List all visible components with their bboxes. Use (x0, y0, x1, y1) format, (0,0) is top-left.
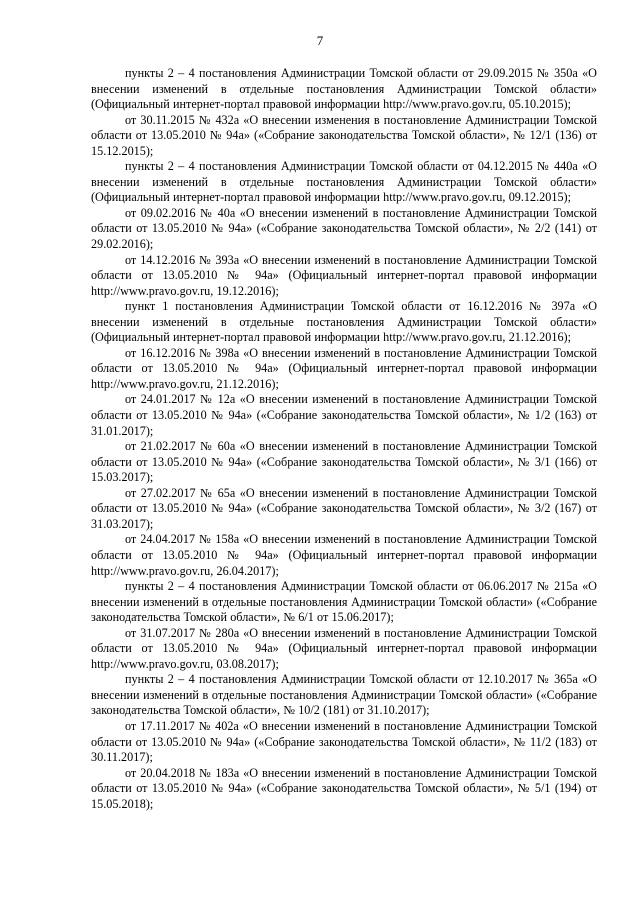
paragraph: от 21.02.2017 № 60а «О внесении изменений в постановление Администрации Томской области от 13.05.2010 № 94а» («Собрание законодательства Томской области», № 3/1 (166) от 15.03.2017); (91, 439, 597, 485)
page-number: 7 (316, 33, 324, 48)
paragraph: от 17.11.2017 № 402а «О внесении изменений в постановление Администрации Томской области от 13.05.2010 № 94а» («Собрание законодательства Томской области», № 11/2 (183) от 30.11.2017); (91, 718, 597, 765)
paragraph: пункт 1 постановления Администрации Томской области от 16.12.2016 № 397а «О внесении изменений в отдельные постановления Администрации Томской области» (Официальный интернет-портал правовой информации http://www.pravo.gov.ru, 21.12.2016); (91, 299, 597, 345)
paragraph: от 20.04.2018 № 183а «О внесении изменений в постановление Администрации Томской области от 13.05.2010 № 94а» («Собрание законодательства Томской области», № 5/1 (194) от 15.05.2018); (91, 765, 597, 811)
document-body (91, 66, 597, 812)
paragraph: от 31.07.2017 № 280а «О внесении изменений в постановление Администрации Томской области от 13.05.2010 № 94а» (Официальный интернет-портал правовой информации http://www.pravo.gov.ru, 03.08.2017); (91, 625, 597, 671)
paragraph: от 09.02.2016 № 40а «О внесении изменений в постановление Администрации Томской области от 13.05.2010 № 94а» («Собрание законодательства Томской области», № 2/2 (141) от 29.02.2016); (91, 205, 597, 252)
paragraph: пункты 2 – 4 постановления Администрации Томской области от 04.12.2015 № 440а «О внесении изменений в отдельные постановления Администрации Томской области» (Официальный интернет-портал правовой информации http://www.pravo.gov.ru, 09.12.2015); (91, 159, 597, 205)
paragraph: от 30.11.2015 № 432а «О внесении изменения в постановление Администрации Томской области от 13.05.2010 № 94а» («Собрание законодательства Томской области», № 12/1 (136) от 15.12.2015); (91, 112, 597, 158)
paragraph: от 16.12.2016 № 398а «О внесении изменений в постановление Администрации Томской области от 13.05.2010 № 94а» (Официальный интернет-портал правовой информации http://www.pravo.gov.ru, 21.12.2016); (91, 345, 597, 391)
paragraph: пункты 2 – 4 постановления Администрации Томской области от 29.09.2015 № 350а «О внесении изменений в отдельные постановления Администрации Томской области» (Официальный интернет-портал правовой информации http://www.pravo.gov.ru, 05.10.2015); (91, 66, 597, 112)
paragraph: от 24.01.2017 № 12а «О внесении изменений в постановление Администрации Томской области от 13.05.2010 № 94а» («Собрание законодательства Томской области», № 1/2 (163) от 31.01.2017); (91, 392, 597, 438)
paragraph: пункты 2 – 4 постановления Администрации Томской области от 06.06.2017 № 215а «О внесении изменений в отдельные постановления Администрации Томской области» («Собрание законодательства Томской области», № 6/1 от 15.06.2017); (91, 579, 597, 625)
paragraph: от 24.04.2017 № 158а «О внесении изменений в постановление Администрации Томской области от 13.05.2010 № 94а» (Официальный интернет-портал правовой информации http://www.pravo.gov.ru, 26.04.2017); (91, 532, 597, 578)
paragraph: от 14.12.2016 № 393а «О внесении изменений в постановление Администрации Томской области от 13.05.2010 № 94а» (Официальный интернет-портал правовой информации http://www.pravo.gov.ru, 19.12.2016); (91, 252, 597, 298)
paragraph: пункты 2 – 4 постановления Администрации Томской области от 12.10.2017 № 365а «О внесении изменений в отдельные постановления Администрации Томской области» («Собрание законодательства Томской области», № 10/2 (181) от 31.10.2017); (91, 672, 597, 718)
paragraph: от 27.02.2017 № 65а «О внесении изменений в постановление Администрации Томской области от 13.05.2010 № 94а» («Собрание законодательства Томской области», № 3/2 (167) от 31.03.2017); (91, 485, 597, 531)
